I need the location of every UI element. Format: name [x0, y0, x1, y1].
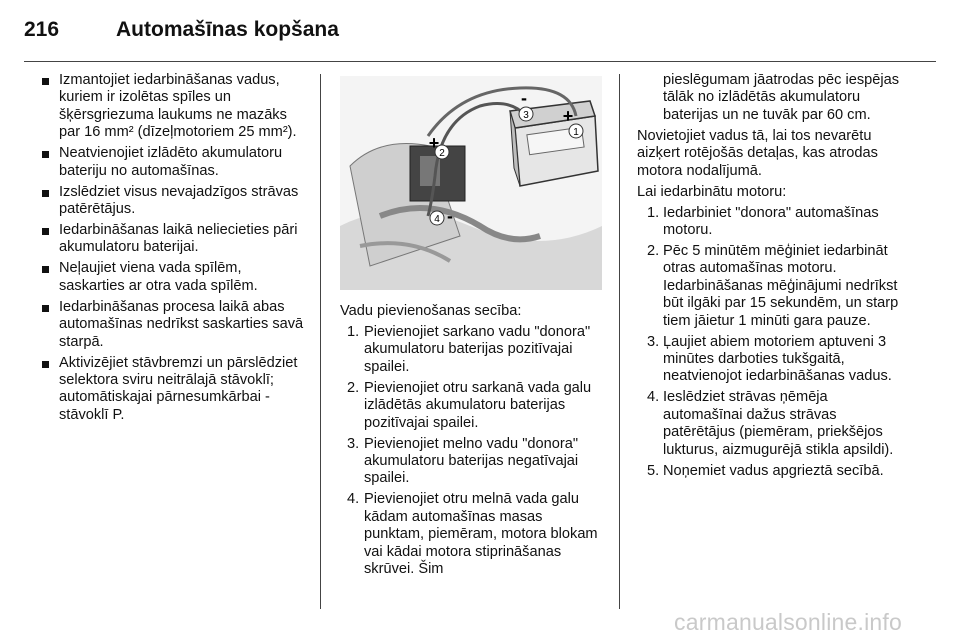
svg-text:1: 1 — [573, 127, 579, 138]
list-item: Izslēdziet visus nevajadzīgos strāvas patērētājus. — [41, 184, 305, 219]
list-item: Neatvienojiet izlādēto akumulatoru bateriju no automašīnas. — [41, 145, 305, 180]
svg-text:3: 3 — [523, 110, 529, 121]
list-item: 2. Pievienojiet otru sarkanā vada galu izlādētās akumulatoru baterijas pozitīvajai spailei. — [347, 379, 592, 431]
precautions-list — [41, 72, 305, 424]
svg-text:-: - — [447, 206, 453, 226]
svg-text:-: - — [521, 88, 527, 108]
watermark: carmanualsonline.info — [674, 609, 902, 635]
page-header — [24, 18, 339, 48]
list-item: 1. Pievienojiet sarkano vadu "donora" akumulatoru baterijas pozitīvajai spailei. — [347, 324, 591, 375]
list-item: Iedarbināšanas procesa laikā abas automašīnas nedrīkst saskarties savā starpā. — [41, 299, 305, 351]
paragraph: Novietojiet vadus tā, lai tos nevarētu aizķert rotējošās detaļas, kas atrodas motora nodalījumā. — [637, 127, 878, 179]
column-1 — [41, 72, 305, 428]
header-rule — [24, 61, 936, 62]
list-item: 5. Noņemiet vadus apgrieztā secībā. — [647, 462, 884, 479]
svg-text:2: 2 — [439, 148, 445, 159]
page-number: 216 — [24, 18, 60, 41]
column-3 — [637, 72, 901, 484]
column-2-text — [340, 303, 602, 582]
list-item: 2. Pēc 5 minūtēm mēģiniet iedarbināt otras automašīnas motoru. Iedarbināšanas mēģinājumi nedrīkst būt ilgāki par 15 sekundēm, un starp tiem jāietur 1 minūti gara pauze. — [647, 243, 899, 329]
list-item: 4. Ieslēdziet strāvas ņēmēja automašīnai dažus strāvas patērētājus (piemēram, priekšējos lukturus, aizmugurējā stikla apsildi). — [647, 389, 894, 458]
list-item: Aktivizējiet stāvbremzi un pārslēdziet selektora sviru neitrālajā stāvoklī; automātiskajai pārnesumkārbai - stāvoklī P. — [41, 355, 305, 425]
column-divider-2 — [619, 74, 620, 609]
list-item: 1. Iedarbiniet "donora" automašīnas motoru. — [647, 204, 879, 239]
start-steps — [637, 205, 901, 480]
step-continuation: pieslēgumam jāatrodas pēc iespējas tālāk no izlādētās akumulatoru baterijas un ne tuvāk par 60 cm. — [663, 72, 900, 123]
paragraph: Lai iedarbinātu motoru: — [637, 183, 787, 200]
list-item: Neļaujiet viena vada spīlēm, saskarties ar otra vada spīlēm. — [41, 260, 305, 295]
list-item: 3. Pievienojiet melno vadu "donora" akumulatoru baterijas negatīvajai spailei. — [347, 435, 579, 487]
list-item: Iedarbināšanas laikā neliecieties pāri akumulatoru baterijai. — [41, 222, 305, 257]
column-divider-1 — [320, 74, 321, 609]
list-item: 3. Ļaujiet abiem motoriem aptuveni 3 minūtes darboties tukšgaitā, neatvienojot iedarbināšanas vadus. — [647, 333, 892, 385]
svg-text:+: + — [428, 133, 440, 153]
connection-order-heading: Vadu pievienošanas secība: — [340, 303, 522, 319]
svg-text:4: 4 — [434, 214, 440, 225]
connection-steps — [340, 324, 602, 578]
jump-start-illustration — [340, 76, 602, 290]
list-item: 4. Pievienojiet otru melnā vada galu kādam automašīnas masas punktam, piemēram, motora blokam vai kādai motora stiprināšanas skrūvei. Šim — [347, 491, 598, 578]
page-title: Automašīnas kopšana — [116, 18, 339, 41]
list-item: Izmantojiet iedarbināšanas vadus, kuriem ir izolētas spīles un šķērsgriezuma laukums ne mazāks par 16 mm² (dīzeļmotoriem 25 mm²). — [41, 72, 305, 142]
svg-text:+: + — [562, 106, 574, 126]
